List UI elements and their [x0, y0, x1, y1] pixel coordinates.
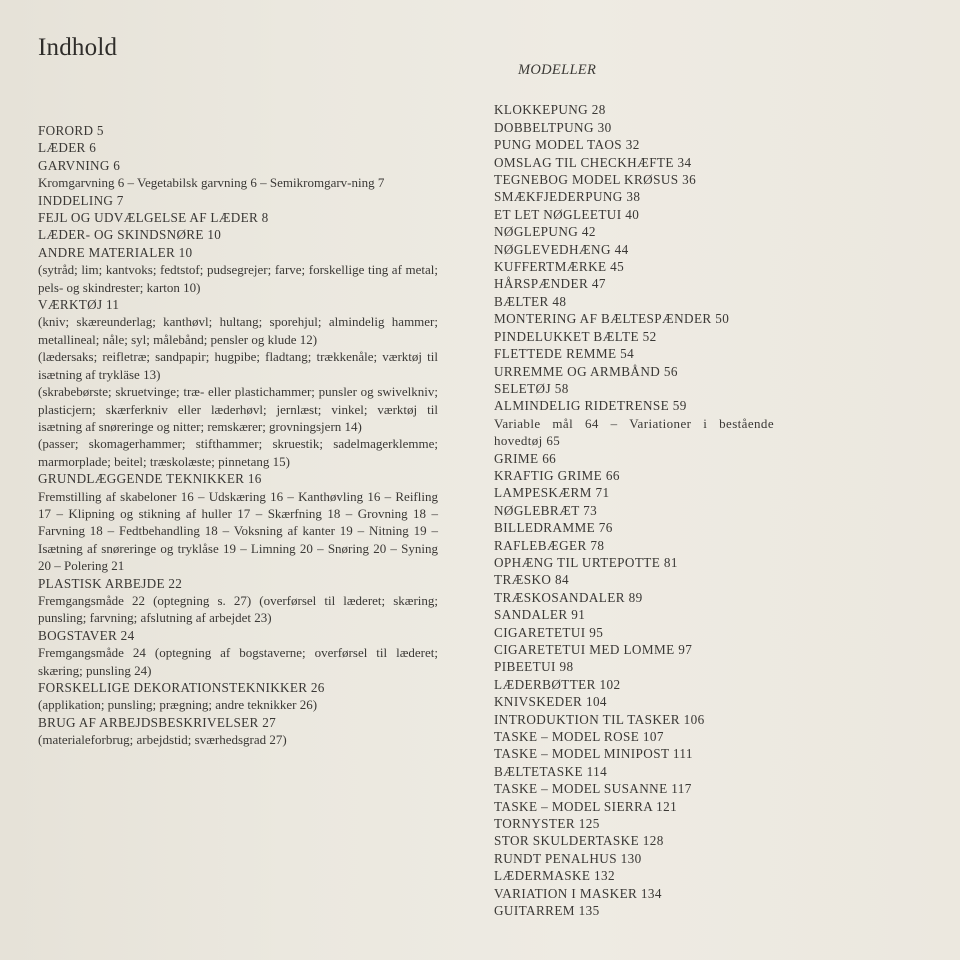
toc-entry: INDDELING 7: [38, 192, 124, 208]
toc-entry: PIBEETUI 98: [494, 659, 574, 675]
toc-entry: OPHÆNG TIL URTEPOTTE 81: [494, 554, 678, 570]
toc-entry: TASKE – MODEL ROSE 107: [494, 729, 664, 745]
toc-subentry: (skrabebørste; skruetvinge; træ- eller plastichammer; punsler og swivelkniv; plasticjern; skærferkniv eller læderhøvl; jernlæst; vinkel; værktøj til isætning af snøreringe og nitter; remskærer; grovningsjern 14): [38, 384, 438, 434]
toc-entry: NØGLEPUNG 42: [494, 224, 596, 240]
toc-right-column: [494, 62, 774, 920]
toc-entry: ET LET NØGLEETUI 40: [494, 206, 640, 222]
toc-entry: GRUNDLÆGGENDE TEKNIKKER 16: [38, 471, 262, 487]
toc-subentry: (materialeforbrug; arbejdstid; sværhedsgrad 27): [38, 732, 287, 748]
toc-entry: CIGARETETUI MED LOMME 97: [494, 642, 693, 657]
toc-subentry: Variable mål 64 – Variationer i bestående hovedtøj 65: [494, 415, 774, 449]
toc-entry: STOR SKULDERTASKE 128: [494, 833, 664, 849]
toc-entry: LÆDERBØTTER 102: [494, 676, 621, 692]
toc-entry: FORORD 5: [38, 123, 104, 138]
toc-subentry: (applikation; punsling; prægning; andre teknikker 26): [38, 697, 318, 713]
toc-entry: RUNDT PENALHUS 130: [494, 850, 642, 866]
section-heading-modeller: MODELLER: [518, 62, 597, 78]
toc-entry: TRÆSKOSANDALER 89: [494, 589, 643, 605]
toc-entry: FORSKELLIGE DEKORATIONSTEKNIKKER 26: [38, 680, 325, 695]
toc-entry: PUNG MODEL TAOS 32: [494, 137, 640, 153]
toc-entry: ALMINDELIG RIDETRENSE 59: [494, 398, 687, 414]
toc-entry: HÅRSPÆNDER 47: [494, 276, 606, 292]
toc-entry: TASKE – MODEL SIERRA 121: [494, 798, 678, 814]
toc-subentry: (kniv; skæreunderlag; kanthøvl; hultang; sporehjul; almindelig hammer; metallineal; nåle; syl; målebånd; pensler og klude 12): [38, 314, 438, 347]
toc-entry: INTRODUKTION TIL TASKER 106: [494, 711, 705, 727]
toc-entry: BOGSTAVER 24: [38, 627, 135, 643]
toc-subentry: (sytråd; lim; kantvoks; fedtstof; pudsegrejer; farve; forskellige ting af metal; pels- og skindrester; karton 10): [38, 262, 438, 295]
toc-entry: RAFLEBÆGER 78: [494, 537, 605, 553]
toc-entry: BILLEDRAMME 76: [494, 520, 613, 536]
toc-entry: BRUG AF ARBEJDSBESKRIVELSER 27: [38, 714, 276, 730]
toc-entry: URREMME OG ARMBÅND 56: [494, 363, 678, 379]
toc-entry: LÆDERMASKE 132: [494, 868, 615, 884]
toc-entry: PINDELUKKET BÆLTE 52: [494, 328, 657, 344]
toc-entry: LAMPESKÆRM 71: [494, 485, 610, 501]
toc-right-list: [494, 101, 774, 919]
toc-subentry: Fremgangsmåde 22 (optegning s. 27) (overførsel til læderet; skæring; punsling; farvning; afslutning af arbejdet 23): [38, 592, 438, 626]
toc-subentry: (passer; skomagerhammer; stifthammer; skruestik; sadelmagerklemme; marmorplade; beitel; træskolæste; pinnetang 15): [38, 436, 438, 469]
toc-entry: KRAFTIG GRIME 66: [494, 467, 620, 483]
toc-subentry: Kromgarvning 6 – Vegetabilsk garvning 6 – Semikromgarv-ning 7: [38, 175, 385, 191]
toc-entry: TEGNEBOG MODEL KRØSUS 36: [494, 172, 697, 188]
page-title: Indhold: [38, 34, 118, 61]
toc-entry: BÆLTETASKE 114: [494, 763, 608, 779]
toc-entry: KNIVSKEDER 104: [494, 694, 607, 710]
toc-entry: SMÆKFJEDERPUNG 38: [494, 189, 641, 205]
toc-entry: FLETTEDE REMME 54: [494, 346, 635, 362]
toc-entry: TRÆSKO 84: [494, 572, 570, 588]
toc-entry: TASKE – MODEL MINIPOST 111: [494, 746, 693, 762]
toc-entry: CIGARETETUI 95: [494, 624, 604, 640]
toc-entry: LÆDER- OG SKINDSNØRE 10: [38, 227, 222, 243]
toc-entry: VARIATION I MASKER 134: [494, 885, 662, 901]
toc-entry: BÆLTER 48: [494, 293, 567, 309]
toc-subentry: (lædersaks; reifletræ; sandpapir; hugpibe; fladtang; trækkenåle; værktøj til isætning af trykläse 13): [38, 349, 438, 382]
toc-entry: TASKE – MODEL SUSANNE 117: [494, 781, 692, 797]
toc-entry: LÆDER 6: [38, 140, 97, 156]
toc-entry: PLASTISK ARBEJDE 22: [38, 575, 183, 591]
toc-entry: SANDALER 91: [494, 607, 586, 623]
toc-entry: VÆRKTØJ 11: [38, 297, 120, 313]
toc-entry: GUITARREM 135: [494, 903, 600, 919]
toc-subentry: Fremgangsmåde 24 (optegning af bogstaverne; overførsel til læderet; skæring; punsling 24): [38, 645, 438, 678]
toc-entry: KUFFERTMÆRKE 45: [494, 259, 625, 275]
toc-entry: MONTERING AF BÆLTESPÆNDER 50: [494, 311, 730, 327]
toc-subentry: Fremstilling af skabeloner 16 – Udskæring 16 – Kanthøvling 16 – Reifling 17 – Klipning og stikning af huller 17 – Skærfning 18 – Grovning 18 – Farvning 18 – Fedtbehandling 18 – Voksning af kanter 19 – Nitning 19 – Isætning af snøreringe og tryklåse 19 – Limning 20 – Snøring 20 – Syning 20 – Polering 21: [38, 488, 438, 574]
toc-entry: KLOKKEPUNG 28: [494, 102, 606, 118]
toc-entry: GARVNING 6: [38, 157, 121, 173]
toc-entry: DOBBELTPUNG 30: [494, 119, 612, 135]
toc-entry: SELETØJ 58: [494, 380, 569, 396]
toc-entry: OMSLAG TIL CHECKHÆFTE 34: [494, 154, 692, 170]
toc-entry: NØGLEBRÆT 73: [494, 502, 598, 518]
toc-left-column: [38, 122, 438, 749]
toc-entry: ANDRE MATERIALER 10: [38, 244, 193, 260]
toc-entry: GRIME 66: [494, 450, 557, 466]
toc-entry: TORNYSTER 125: [494, 816, 600, 832]
toc-entry: FEJL OG UDVÆLGELSE AF LÆDER 8: [38, 210, 269, 226]
toc-entry: NØGLEVEDHÆNG 44: [494, 241, 629, 257]
